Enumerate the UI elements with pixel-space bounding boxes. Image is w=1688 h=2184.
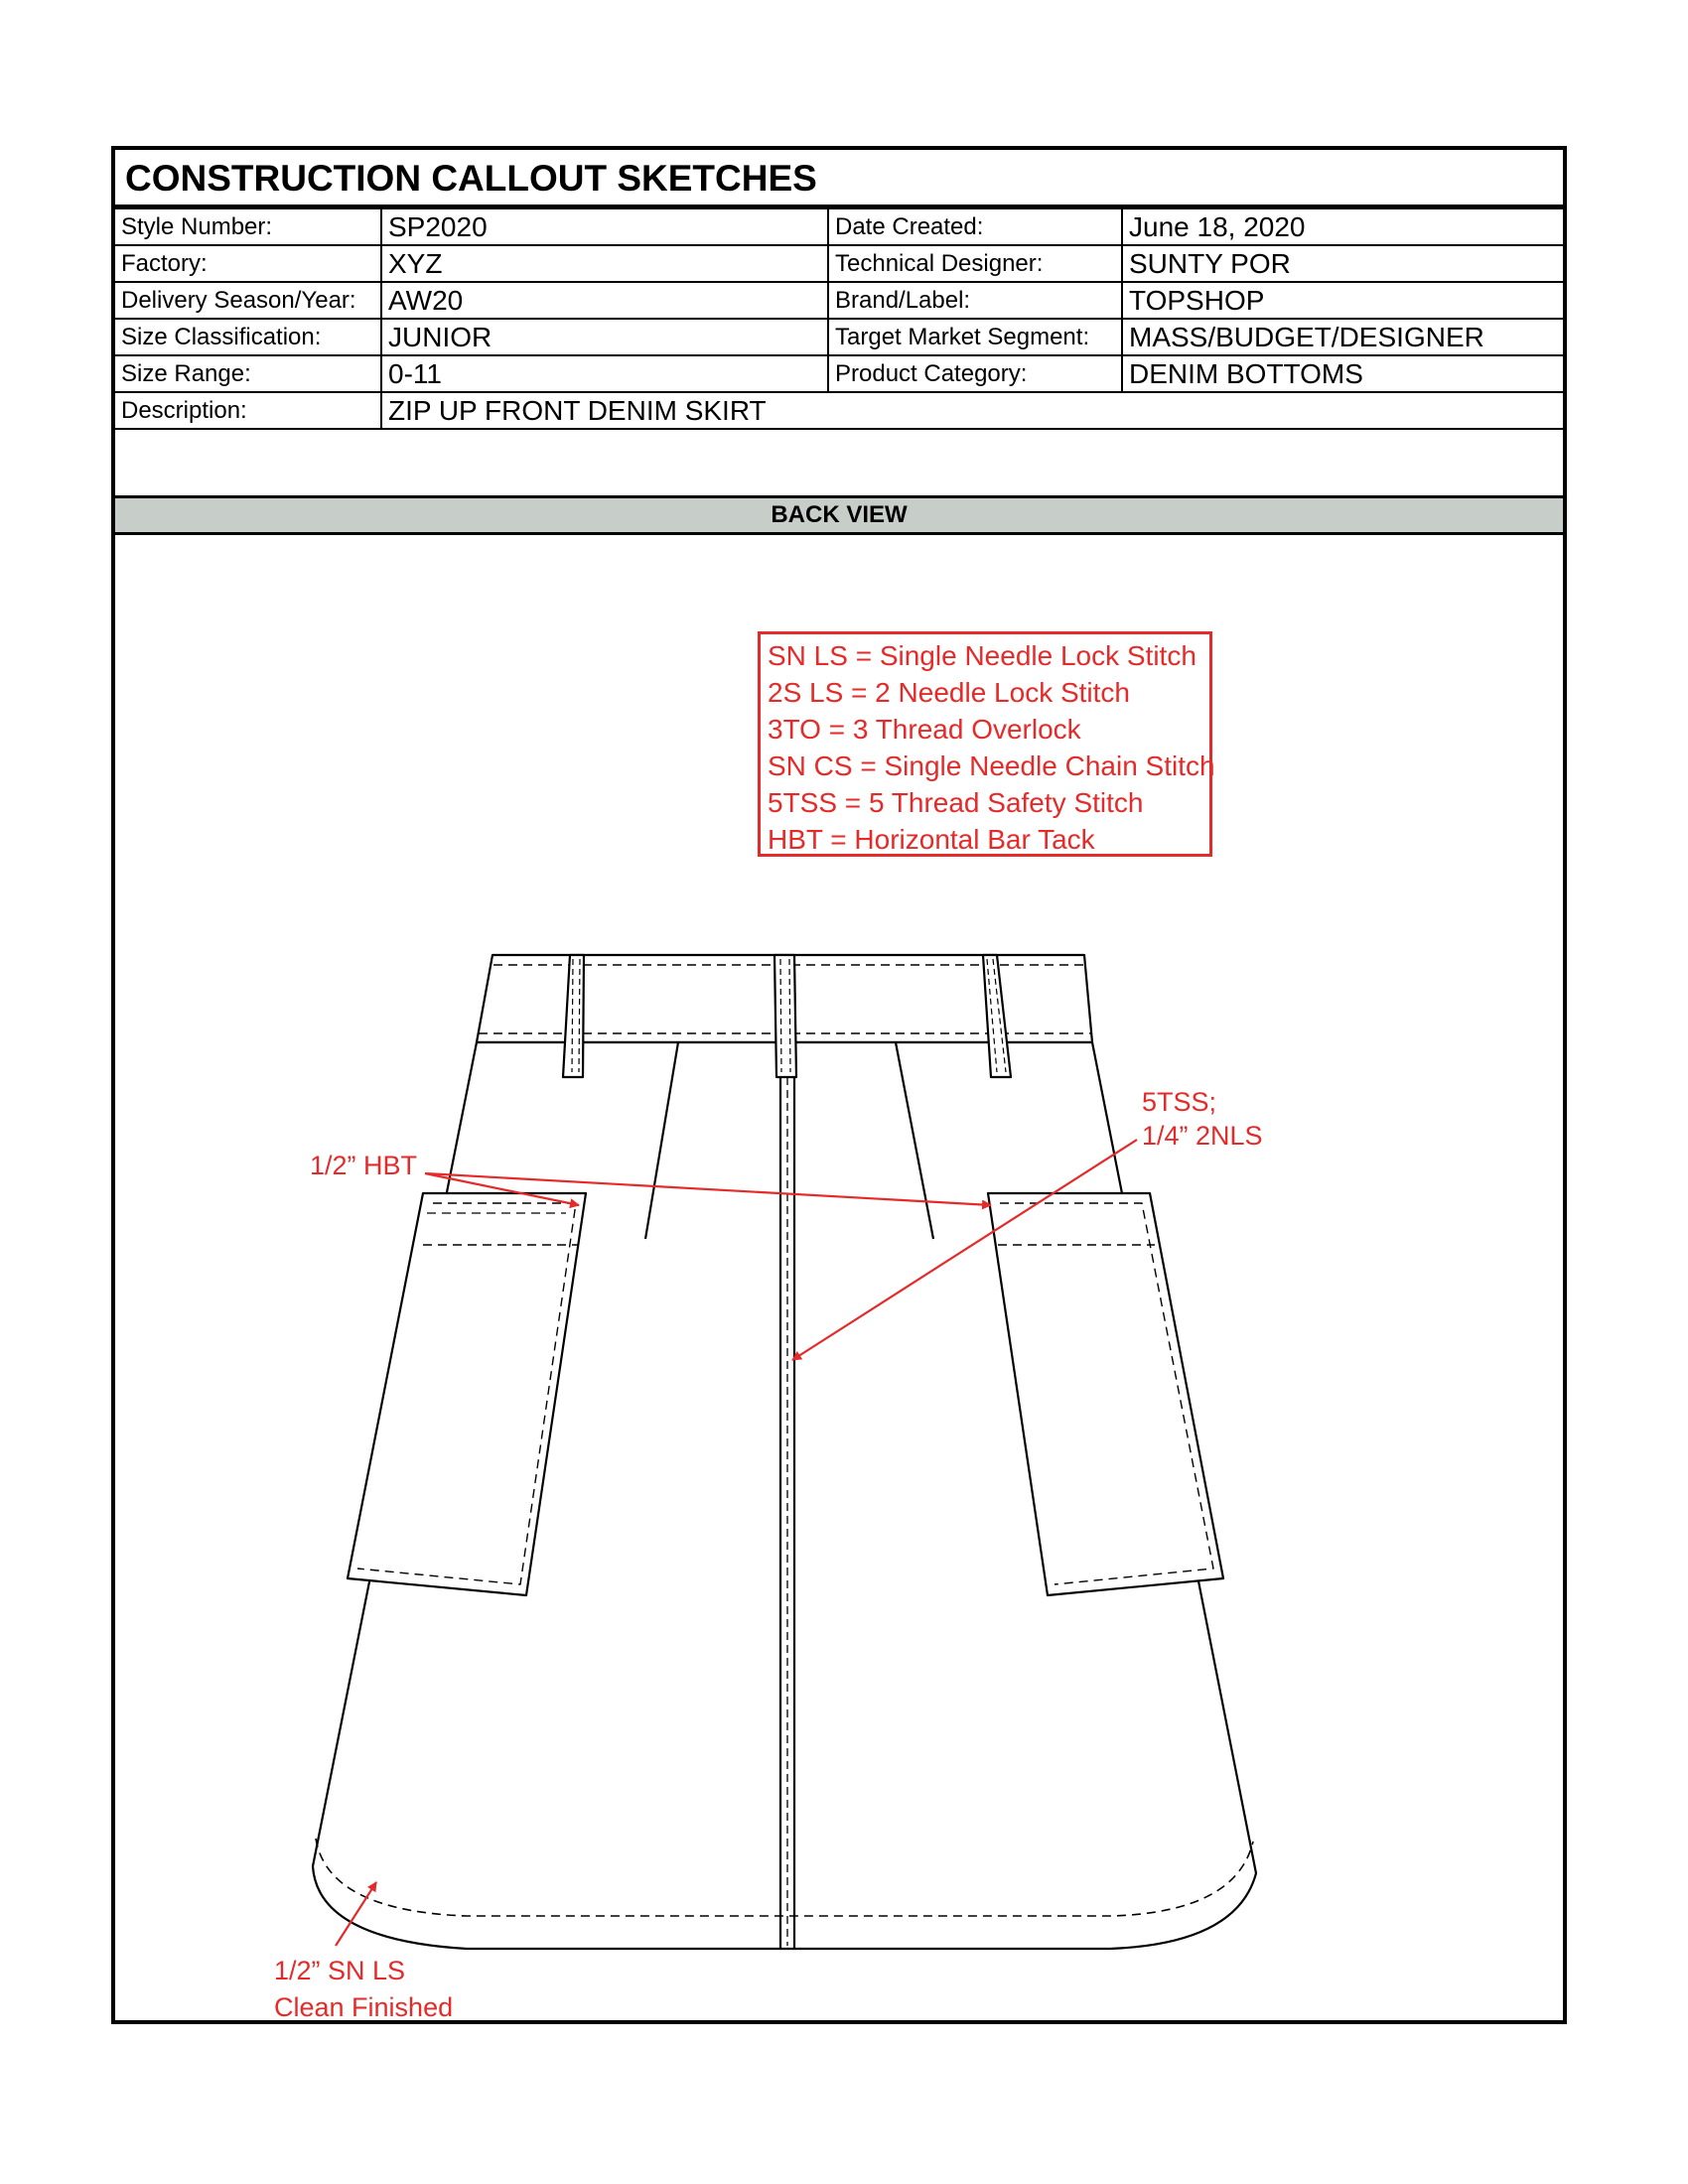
target-market-label: Target Market Segment: xyxy=(828,319,1122,355)
skirt-outline xyxy=(313,955,1256,1949)
description-label: Description: xyxy=(115,392,381,429)
date-created-label: Date Created: xyxy=(828,208,1122,245)
technical-designer-value: SUNTY POR xyxy=(1122,245,1563,282)
factory-label: Factory: xyxy=(115,245,381,282)
hem-callout-line1: 1/2” SN LS xyxy=(274,1956,406,1985)
delivery-season-label: Delivery Season/Year: xyxy=(115,282,381,319)
view-label: BACK VIEW xyxy=(771,501,908,528)
size-range-value: 0-11 xyxy=(381,355,828,392)
description-value: ZIP UP FRONT DENIM SKIRT xyxy=(381,392,1563,429)
legend-item: 5TSS = 5 Thread Safety Stitch xyxy=(768,787,1144,818)
page-title: CONSTRUCTION CALLOUT SKETCHES xyxy=(125,158,817,199)
product-category-label: Product Category: xyxy=(828,355,1122,392)
stitch-legend xyxy=(758,631,1215,857)
technical-designer-label: Technical Designer: xyxy=(828,245,1122,282)
size-range-label: Size Range: xyxy=(115,355,381,392)
brand-label-label: Brand/Label: xyxy=(828,282,1122,319)
delivery-season-value: AW20 xyxy=(381,282,828,319)
tss-callout-line1: 5TSS; xyxy=(1142,1087,1217,1117)
product-category-value: DENIM BOTTOMS xyxy=(1122,355,1563,392)
style-number-value: SP2020 xyxy=(381,208,828,245)
size-classification-value: JUNIOR xyxy=(381,319,828,355)
factory-value: XYZ xyxy=(381,245,828,282)
style-number-label: Style Number: xyxy=(115,208,381,245)
legend-item: SN LS = Single Needle Lock Stitch xyxy=(768,640,1196,671)
hem-callout-line2: Clean Finished xyxy=(274,1992,454,2022)
target-market-value: MASS/BUDGET/DESIGNER xyxy=(1122,319,1563,355)
legend-item: SN CS = Single Needle Chain Stitch xyxy=(768,751,1215,781)
date-created-value: June 18, 2020 xyxy=(1122,208,1563,245)
size-classification-label: Size Classification: xyxy=(115,319,381,355)
tss-callout-line2: 1/4” 2NLS xyxy=(1142,1121,1263,1151)
hbt-callout: 1/2” HBT xyxy=(310,1151,418,1180)
legend-item: 3TO = 3 Thread Overlock xyxy=(768,714,1081,745)
legend-item: 2S LS = 2 Needle Lock Stitch xyxy=(768,677,1130,708)
brand-label-value: TOPSHOP xyxy=(1122,282,1563,319)
legend-item: HBT = Horizontal Bar Tack xyxy=(768,824,1095,855)
